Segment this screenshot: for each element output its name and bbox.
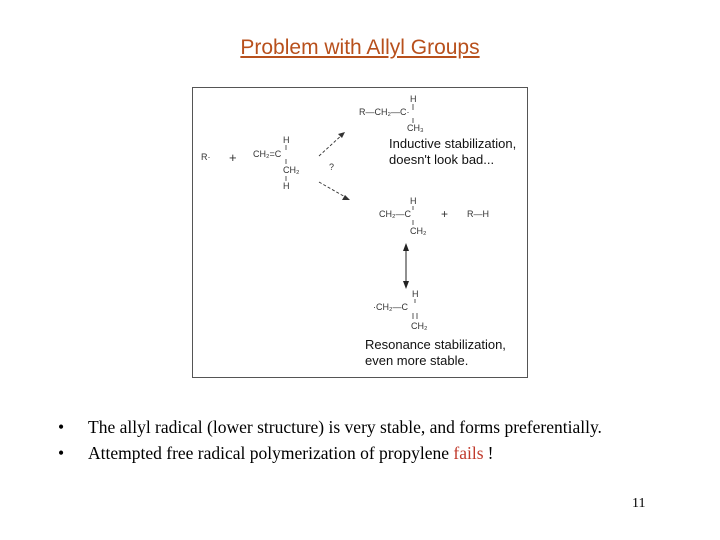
bullet-highlight: fails xyxy=(453,443,484,463)
resonance-note-1: Resonance stabilization, xyxy=(365,337,506,352)
slide-title: Problem with Allyl Groups xyxy=(240,36,480,59)
top-chain-label: R—CH₂—C· xyxy=(359,107,410,117)
reactant-ch2: CH₂ xyxy=(283,165,300,175)
top-ch3-label: CH₃ xyxy=(407,123,424,133)
reactant-alkene: CH₂=C xyxy=(253,149,282,159)
reaction-diagram xyxy=(193,88,527,377)
reactant-h2: H xyxy=(283,181,290,191)
reactant-h: H xyxy=(283,135,290,145)
bullet-symbol: • xyxy=(58,417,65,437)
middle-plus: + xyxy=(441,207,449,221)
bottom-chain: ·CH₂—C xyxy=(373,302,408,312)
middle-h: H xyxy=(410,196,417,206)
bullet-item xyxy=(58,414,708,440)
middle-rh: R—H xyxy=(467,209,489,219)
middle-chain: CH₂—C xyxy=(379,209,411,219)
bullet-text: The allyl radical (lower structure) is very stable, and forms preferentially. xyxy=(88,417,602,437)
inductive-note-2: doesn't look bad... xyxy=(389,152,495,167)
arrow-up xyxy=(319,134,343,156)
arrow-down xyxy=(319,182,347,198)
resonance-note-2: even more stable. xyxy=(365,353,469,368)
reaction-figure xyxy=(192,87,528,378)
reactant-radical: R· xyxy=(201,152,211,162)
bullet-symbol: • xyxy=(58,443,65,463)
bullet-text-main: Attempted free radical polymerization of propylene xyxy=(88,443,454,463)
bottom-ch2: CH₂ xyxy=(411,321,428,331)
question-mark: ? xyxy=(329,162,335,172)
bullet-text xyxy=(88,440,493,466)
bullet-suffix: ! xyxy=(487,443,494,463)
reactant-plus: + xyxy=(229,150,237,165)
middle-ch2: CH₂ xyxy=(410,226,427,236)
bullet-list xyxy=(58,414,708,466)
resonance-arrow-bottom xyxy=(403,281,409,289)
page-number: 11 xyxy=(632,496,646,511)
bullet-item xyxy=(58,440,708,466)
resonance-arrow-top xyxy=(403,243,409,251)
bottom-h: H xyxy=(412,289,419,299)
inductive-note-1: Inductive stabilization, xyxy=(389,136,517,151)
top-h-label: H xyxy=(410,94,417,104)
